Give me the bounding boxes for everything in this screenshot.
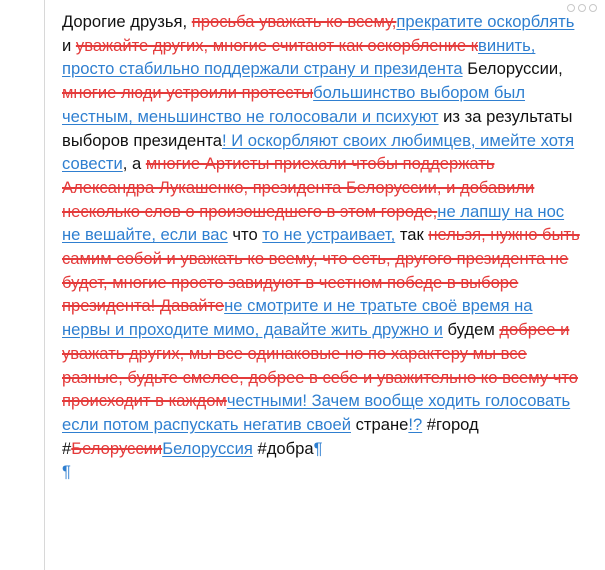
- deleted-text: нельзя, нужно быть самим собой и уважать ко всему, что есть, другого президента не будет, многие просто завидуют в честном победе в выборе президента! Давайте: [62, 225, 580, 316]
- paragraph-mark: ¶: [62, 462, 71, 482]
- document-body[interactable]: [62, 10, 584, 484]
- inserted-text: винить, просто стабильно поддержали страну и президента: [62, 35, 536, 79]
- deleted-text: просьба уважать ко всему,: [191, 12, 397, 31]
- body-text: , а: [122, 154, 146, 174]
- body-text: #город #: [62, 414, 479, 458]
- body-text: что: [227, 225, 263, 245]
- inserted-text: Белоруссия: [162, 438, 253, 458]
- inserted-text: то не устраивает,: [262, 225, 396, 245]
- body-text: стране: [350, 414, 409, 434]
- deleted-text: уважайте других, многие считают как оскорбление к: [75, 35, 479, 55]
- body-text: #добра: [252, 438, 314, 458]
- body-text: Белоруссии,: [462, 59, 563, 79]
- body-text: будем: [442, 320, 500, 340]
- window-dot-icon[interactable]: [589, 4, 597, 12]
- body-text: и: [62, 35, 76, 55]
- inserted-text: большинство выбором был честным, меньшинство не голосовали и психуют: [62, 83, 526, 126]
- inserted-text: не смотрите и не тратьте своё время на нервы и проходите мимо, давайте жить дружно и: [62, 296, 533, 340]
- margin-line: [44, 0, 45, 570]
- deleted-text: многие люди устроили протесты: [62, 83, 314, 103]
- deleted-text: добрее и уважать других, мы все одинаковые но по характеру мы все разные, будьте смелее, добрее в себе и уважительно ко всему что происходит в каждом: [62, 320, 579, 411]
- body-text: так: [395, 225, 429, 245]
- deleted-text: многие Артисты приехали чтобы поддержать Александра Лукашенко, президента Белоруссии, и добавили несколько слов о произошедшего в этом городе,: [62, 154, 535, 221]
- deleted-text: Белоруссии: [71, 438, 163, 458]
- inserted-text: ! И оскорбляют своих любимцев, имейте хотя совести: [62, 130, 575, 174]
- inserted-text: прекратите оскорблять: [396, 12, 575, 31]
- body-text: из за результаты выборов президента: [62, 106, 573, 150]
- inserted-text: !?: [408, 414, 423, 434]
- inserted-text: не лапшу на нос не вешайте, если вас: [62, 201, 565, 245]
- inserted-text: честными! Зачем вообще ходить голосовать если потом распускать негатив своей: [62, 391, 571, 434]
- body-text: Дорогие друзья,: [62, 12, 192, 31]
- paragraph-mark: ¶: [313, 438, 323, 458]
